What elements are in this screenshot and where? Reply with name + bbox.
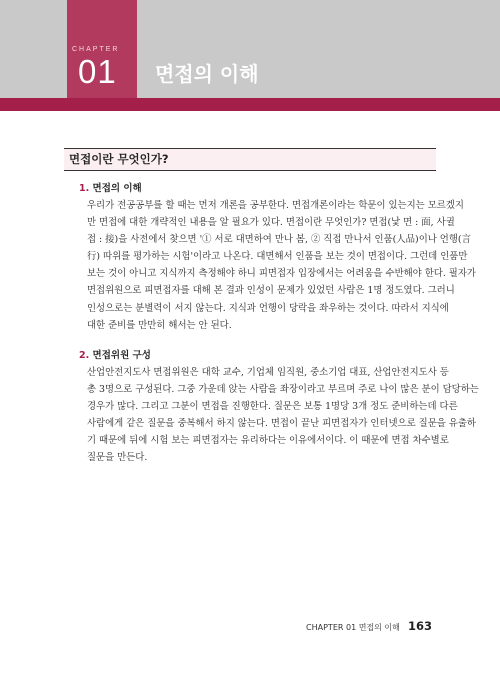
- header-accent-stripe: [0, 98, 500, 111]
- paragraph-line: 사람에게 같은 질문을 중복해서 하지 않는다. 면접이 끝난 피면접자가 인터넷으로 질문을 유출하: [87, 418, 476, 430]
- paragraph-line: 우리가 전공공부를 할 때는 먼저 개론을 공부한다. 면접개론이라는 학문이 있는지는 모르겠지: [87, 200, 464, 211]
- paragraph-line: 면접위원으로 피면접자를 대해 본 결과 인성이 문제가 있었던 사람은 1명 정도였다. 그러니: [87, 285, 455, 297]
- paragraph-line: 대한 준비를 만만히 해서는 안 된다.: [87, 319, 232, 331]
- section-title: 면접이란 무엇인가?: [69, 152, 169, 166]
- subsection-heading-2: [79, 350, 151, 362]
- subsection-title-2: 면접위원 구성: [92, 350, 151, 361]
- subsection-number-1: 1.: [79, 183, 90, 194]
- paragraph-line: 총 3명으로 구성된다. 그중 가운데 앉는 사람을 좌장이라고 부르며 주로 나이 많은 분이 담당하는: [87, 384, 479, 396]
- chapter-number: 01: [78, 53, 117, 90]
- chapter-label: CHAPTER: [72, 46, 120, 53]
- paragraph-line: 접 : 接)을 사전에서 찾으면 '① 서로 대면하여 만나 봄, ② 직접 만나서 인품(人品)이나 언행(言: [87, 234, 471, 246]
- paragraph-line: 기 때문에 뒤에 시험 보는 피면접자는 유리하다는 이유에서이다. 이 때문에 면접 차수별로: [87, 435, 449, 447]
- subsection-title-1: 면접의 이해: [92, 183, 142, 194]
- paragraph-line: 경우가 많다. 그리고 그분이 면접을 진행한다. 질문은 보통 1명당 3개 정도 준비하는데 다른: [87, 401, 458, 413]
- page-number: 163: [407, 619, 432, 633]
- paragraph-1: [87, 197, 476, 334]
- page-footer: [306, 617, 432, 636]
- paragraph-line: 질문을 만든다.: [87, 452, 148, 464]
- paragraph-line: 行) 따위를 평가하는 시험'이라고 나온다. 대면해서 인품을 보는 것이 면접이다. 그런데 인품만: [87, 251, 468, 263]
- section-heading-box: [64, 148, 436, 171]
- subsection-number-2: 2.: [79, 350, 90, 361]
- paragraph-line: 보는 것이 아니고 지식까지 측정해야 하니 피면접자 입장에서는 어려움을 수반해야 한다. 필자가: [87, 268, 476, 280]
- chapter-title: 면접의 이해: [155, 62, 259, 86]
- paragraph-line: 인성으로는 분별력이 서지 않는다. 지식과 언행이 당락을 좌우하는 것이다. 따라서 지식에: [87, 302, 449, 314]
- footer-chapter-label: CHAPTER 01 면접의 이해: [306, 623, 400, 632]
- paragraph-line: 만 면접에 대한 개략적인 내용을 알 필요가 있다. 면접이란 무엇인가? 면접(낯 면 : 面, 사귈: [87, 217, 455, 229]
- subsection-heading-1: [79, 183, 142, 195]
- paragraph-2: [87, 364, 479, 467]
- paragraph-line: 산업안전지도사 면접위원은 대학 교수, 기업체 임직원, 중소기업 대표, 산업안전지도사 등: [87, 367, 449, 378]
